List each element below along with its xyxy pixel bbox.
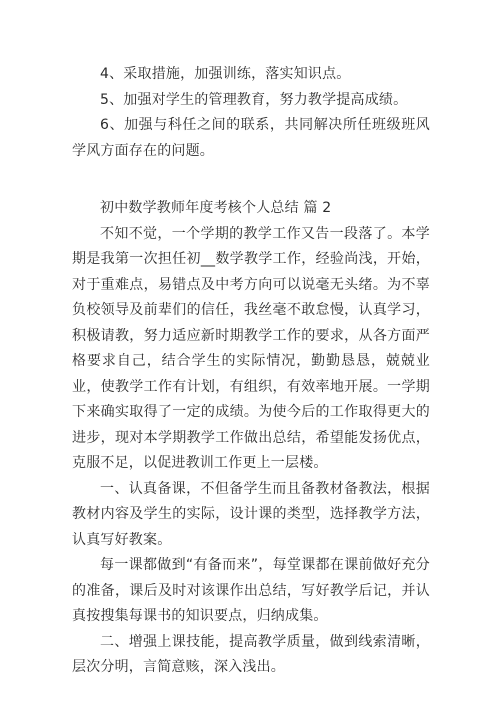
body-paragraph: 每一课都做到“有备而来”，每堂课都在课前做好充分的准备，课后及时对该课作出总结，写好教学后记，并认真按搜集每课书的知识要点，归纳成集。 (72, 557, 430, 624)
body-paragraph: 不知不觉，一个学期的教学工作又告一段落了。本学期是我第一次担任初__数学教学工作，经验尚浅，开始，对于重难点，易错点及中考方向可以说毫无头绪。为不辜负校领导及前辈们的信任，我丝毫不敢怠慢，认真学习，积极请教，努力适应新时期教学工作的要求，从各方面严格要求自己，结合学生的实际情况，勤勤恳恳，兢兢业业，使教学工作有计划，有组织，有效率地开展。一学期下来确实取得了一定的成绩。为使今后的工作取得更大的进步，现对本学期教学工作做出总结，希望能发扬优点，克服不足，以促进教训工作更上一层楼。 (72, 225, 430, 471)
list-item: 6、加强与科任之间的联系，共同解决所任班级班风学风方面存在的问题。 (72, 117, 430, 159)
list-item: 4、采取措施，加强训练，落实知识点。 (100, 66, 351, 82)
body-paragraph: 一、认真备课，不但备学生而且备教材备教法，根据教材内容及学生的实际，设计课的类型，选择教学方法，认真写好教案。 (72, 480, 430, 548)
section-title: 初中数学教师年度考核个人总结 篇 2 (100, 200, 332, 216)
list-item: 5、加强对学生的管理教育，努力教学提高成绩。 (100, 91, 408, 108)
body-paragraph: 二、增强上课技能，提高教学质量，做到线索清晰，层次分明，言简意赅，深入浅出。 (72, 633, 430, 675)
